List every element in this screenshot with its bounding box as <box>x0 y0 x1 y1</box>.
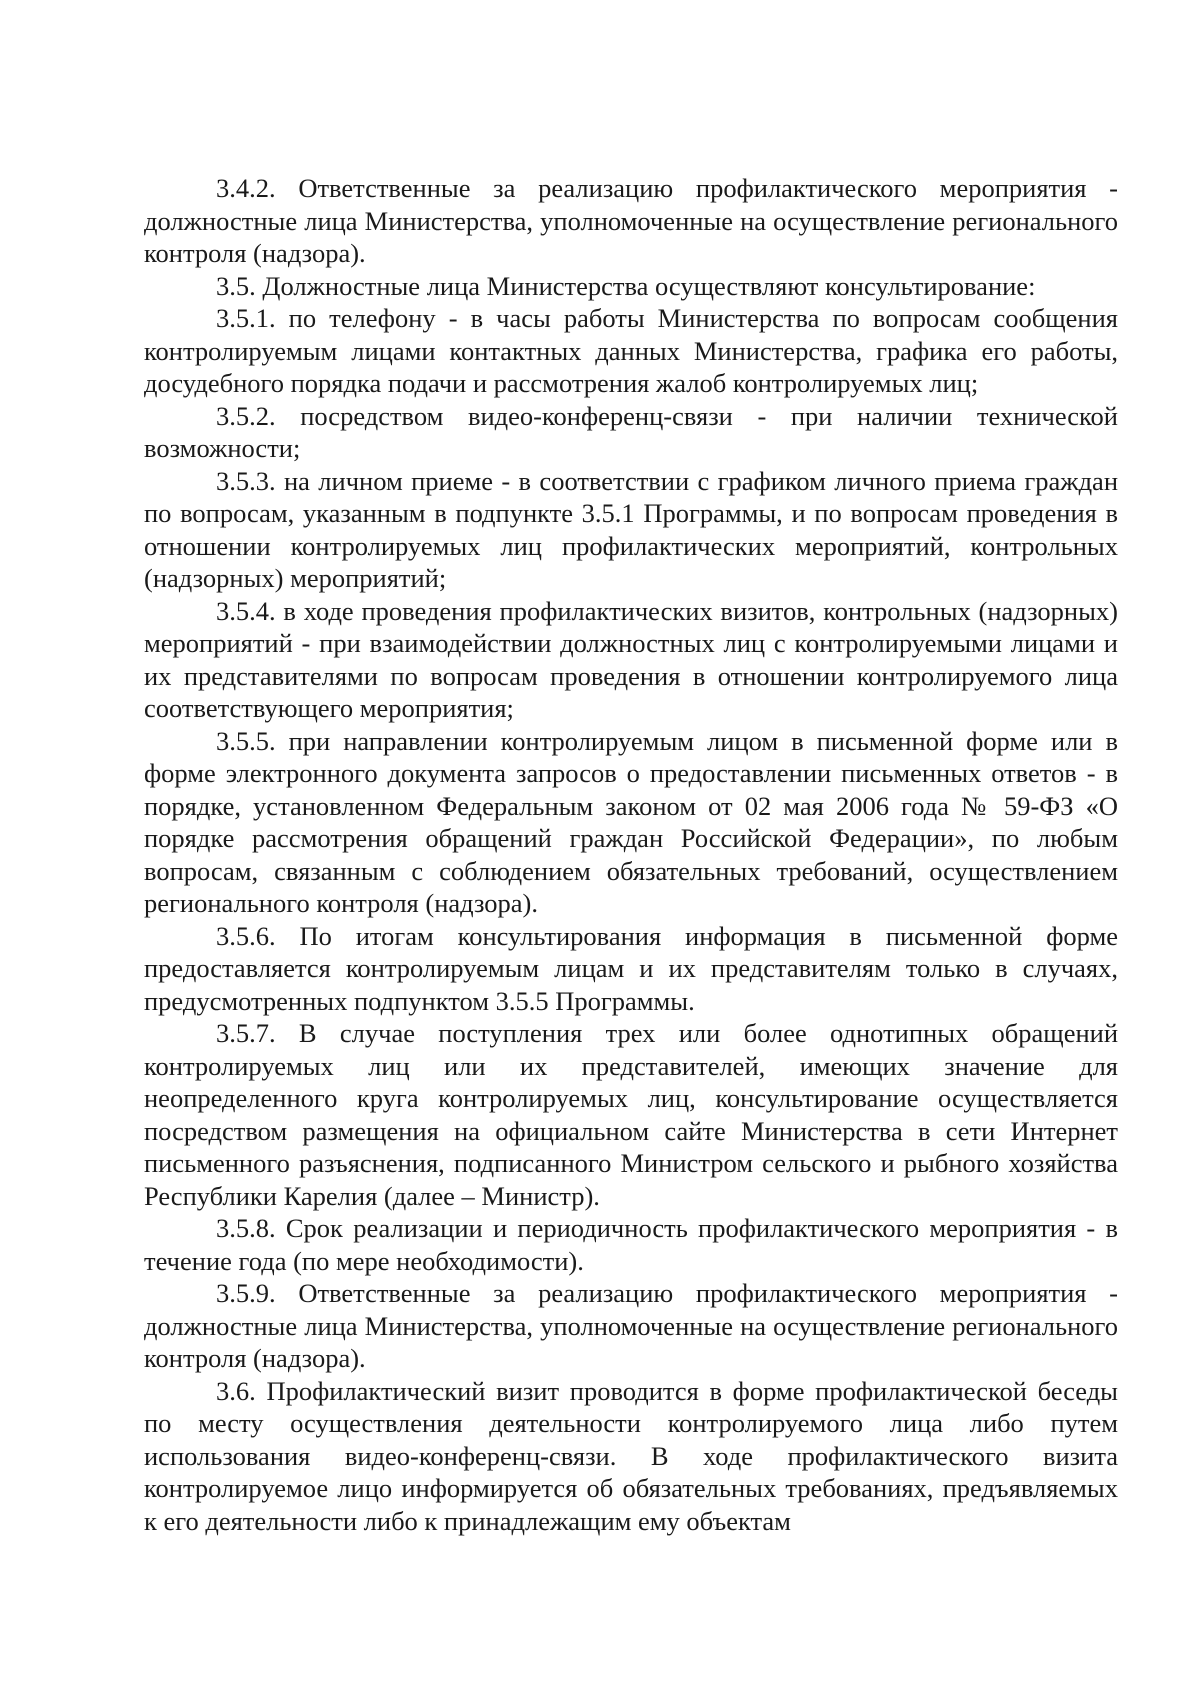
paragraph-3-5-2: 3.5.2. посредством видео-конференц-связи - при наличии технической возможности; <box>144 400 1118 463</box>
paragraph-3-5-3: 3.5.3. на личном приеме - в соответствии с графиком личного приема граждан по вопросам, указанным в подпункте 3.5.1 Программы, и по вопросам проведения в отношении контролируемых лиц профилактических мероприятий, контрольных (надзорных) мероприятий; <box>144 465 1118 593</box>
paragraph-3-5: 3.5. Должностные лица Министерства осуществляют консультирование: <box>216 270 1036 301</box>
paragraph-3-5-4: 3.5.4. в ходе проведения профилактических визитов, контрольных (надзорных) мероприятий - при взаимодействии должностных лиц с контролируемыми лицами и их представителями по вопросам проведения в отношении контролируемого лица соответствующего мероприятия; <box>144 595 1118 723</box>
document-body <box>144 172 1118 1537</box>
paragraph-3-5-1: 3.5.1. по телефону - в часы работы Министерства по вопросам сообщения контролируемым лицами контактных данных Министерства, графика его работы, досудебного порядка подачи и рассмотрения жалоб контролируемых лиц; <box>144 303 1118 398</box>
paragraph-3-5-5: 3.5.5. при направлении контролируемым лицом в письменной форме или в форме электронного документа запросов о предоставлении письменных ответов - в порядке, установленном Федеральным законом от 02 мая 2006 года № 59-ФЗ «О порядке рассмотрения обращений граждан Российской Федерации», по любым вопросам, связанным с соблюдением обязательных требований, осуществлением регионального контроля (надзора). <box>144 725 1118 918</box>
paragraph-3-5-6: 3.5.6. По итогам консультирования информация в письменной форме предоставляется контролируемым лицам и их представителям только в случаях, предусмотренных подпунктом 3.5.5 Программы. <box>144 920 1118 1016</box>
paragraph-3-4-2: 3.4.2. Ответственные за реализацию профилактического мероприятия - должностные лица Министерства, уполномоченные на осуществление регионального контроля (надзора). <box>144 173 1118 268</box>
paragraph-3-6: 3.6. Профилактический визит проводится в форме профилактической беседы по месту осуществления деятельности контролируемого лица либо путем использования видео-конференц-связи. В ходе профилактического визита контролируемое лицо информируется об обязательных требованиях, предъявляемых к его деятельности либо к принадлежащим ему объектам <box>144 1375 1118 1536</box>
paragraph-3-5-8: 3.5.8. Срок реализации и периодичность профилактического мероприятия - в течение года (по мере необходимости). <box>144 1213 1118 1276</box>
paragraph-3-5-7: 3.5.7. В случае поступления трех или более однотипных обращений контролируемых лиц или их представителей, имеющих значение для неопределенного круга контролируемых лиц, консультирование осуществляется посредством размещения на официальном сайте Министерства в сети Интернет письменного разъяснения, подписанного Министром сельского и рыбного хозяйства Республики Карелия (далее – Министр). <box>144 1018 1118 1211</box>
paragraph-3-5-9: 3.5.9. Ответственные за реализацию профилактического мероприятия - должностные лица Министерства, уполномоченные на осуществление регионального контроля (надзора). <box>144 1278 1118 1373</box>
